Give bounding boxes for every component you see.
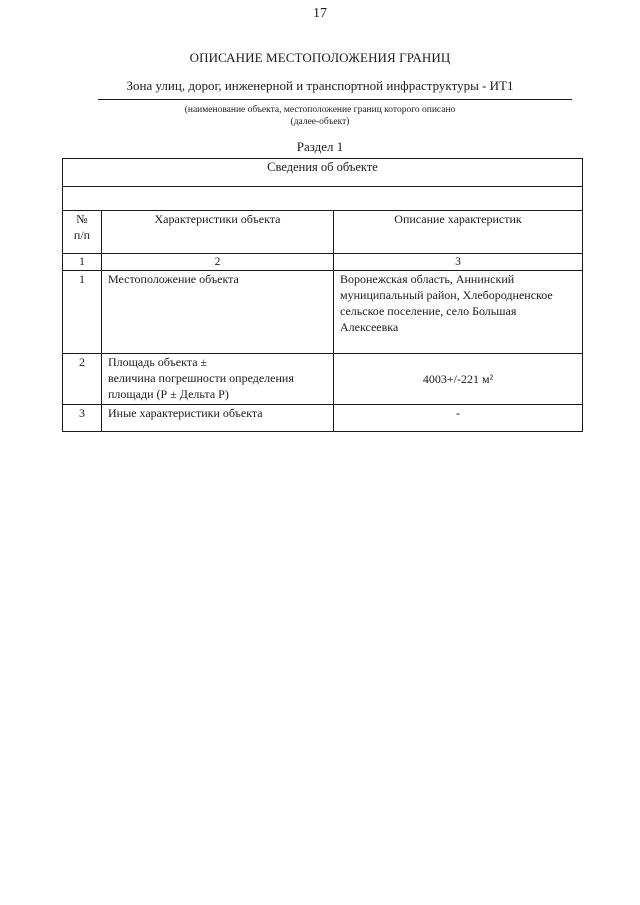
caption-line-2: (далее-объект)	[290, 117, 350, 127]
header-number-line-2: п/п	[73, 228, 91, 242]
row-description: Воронежская область, Аннинский муниципальный район, Хлебородненское сельское поселение, село Большая Алексеевка	[334, 271, 583, 354]
row-description: 4003+/-221 м²	[334, 354, 583, 405]
page-number: 17	[313, 6, 327, 21]
table-caption-row	[63, 159, 583, 187]
caption-line-1: (наименование объекта, местоположение границ которого описано	[184, 105, 456, 115]
row-characteristic-line-2: величина погрешности определения площади (Р ± Дельта Р)	[108, 371, 294, 401]
object-info-table	[62, 158, 583, 432]
row-characteristic: Местоположение объекта	[102, 271, 334, 354]
column-number-row	[63, 254, 583, 271]
header-characteristic: Характеристики объекта	[102, 211, 334, 254]
row-characteristic	[102, 354, 334, 405]
row-description: -	[334, 405, 583, 432]
object-name: Зона улиц, дорог, инженерной и транспортной инфраструктуры - ИТ1	[126, 78, 514, 93]
header-description: Описание характеристик	[334, 211, 583, 254]
object-name-caption	[0, 104, 640, 128]
table-header-row	[63, 211, 583, 254]
column-number-1: 1	[63, 254, 102, 271]
object-name-underline	[98, 99, 572, 100]
row-characteristic-line-1: Площадь объекта ±	[108, 355, 208, 369]
header-number	[63, 211, 102, 254]
table-row	[63, 271, 583, 354]
document-title: ОПИСАНИЕ МЕСТОПОЛОЖЕНИЯ ГРАНИЦ	[189, 50, 451, 65]
table-row	[63, 405, 583, 432]
row-characteristic: Иные характеристики объекта	[102, 405, 334, 432]
section-label: Раздел 1	[296, 139, 344, 154]
header-number-line-1: №	[76, 212, 88, 226]
column-number-2: 2	[102, 254, 334, 271]
column-number-3: 3	[334, 254, 583, 271]
table-blank-row	[63, 187, 583, 211]
row-number: 1	[63, 271, 102, 354]
blank-cell	[63, 187, 583, 211]
row-number: 3	[63, 405, 102, 432]
table-caption: Сведения об объекте	[63, 159, 583, 187]
row-number: 2	[63, 354, 102, 405]
table-row	[63, 354, 583, 405]
